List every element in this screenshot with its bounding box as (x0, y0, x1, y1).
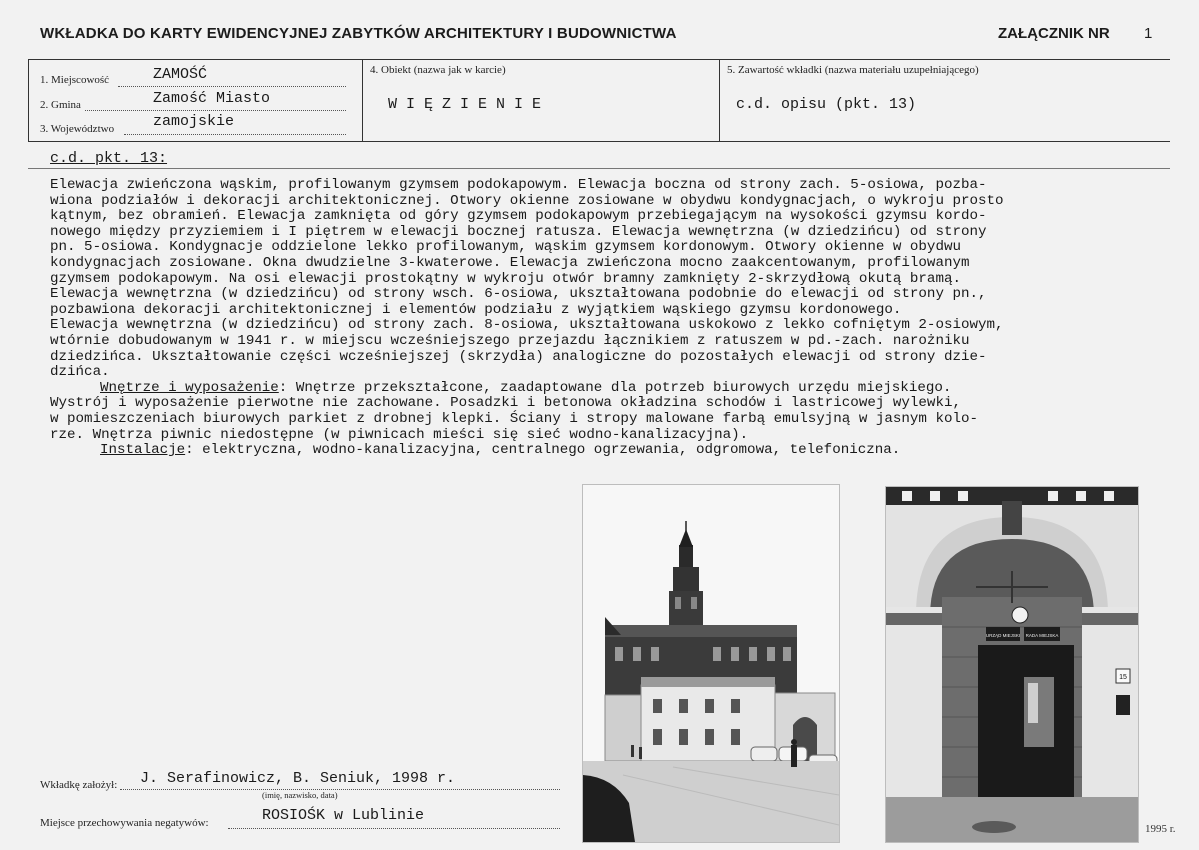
corner-year: 1995 r. (1145, 823, 1176, 835)
description-line: pn. 5-osiowa. Kondygnacje oddzielone lekko profilowanym, wąskim gzymsem kordonowym. Otwory okienne w obydwu (50, 239, 961, 256)
interior-line-text: : Wnętrze przekształcone, zaadaptowane dla potrzeb biurowych urzędu miejskiego. (278, 379, 952, 396)
interior-line: rze. Wnętrza piwnic niedostępne (w piwnicach mieści się sieć wodno-kanalizacyjna). (50, 426, 749, 443)
photo-entrance-gate (885, 486, 1139, 843)
description-line: kątnym, bez obramień. Elewacja zamknięta od góry gzymsem podokapowym przebiegającym na wysokości gzymsu kordo- (50, 208, 987, 225)
author-hint: (imię, nazwisko, data) (262, 790, 338, 800)
negatives-label: Miejsce przechowywania negatywów: (40, 817, 209, 829)
installations-heading: Instalacje (100, 442, 186, 459)
description-line: kondygnacjach zosiowane. Okna dwudzielne 3-kwaterowe. Elewacja zwieńczona mocno zaakcentowanym, profilowanym (50, 254, 970, 271)
sign-text-right: RADA MIEJSKA (1025, 633, 1059, 638)
author-dotted-line (120, 789, 560, 790)
annex-label: ZAŁĄCZNIK NR (998, 25, 1110, 42)
section-rule (28, 168, 1170, 169)
interior-line: Wystrój i wyposażenie pierwotne nie zachowane. Posadzki i betonowa okładzina schodów i lastricowej wylewki, (50, 395, 961, 412)
voivodeship-value: zamojskie (153, 113, 235, 130)
description-line: Elewacja wewnętrzna (w dziedzińcu) od strony zach. 8-osiowa, ukształtowana uskokowo z lekko cofniętym 2-osiowym, (50, 317, 1004, 334)
description-line: wtórnie dobudowanym w 1941 r. w miejscu wcześniejszego przejazdu łącznikiem z ratuszem w pd.-zach. narożniku (50, 332, 970, 349)
negatives-value: ROSIOŚK w Lublinie (262, 807, 425, 824)
commune-value: Zamość Miasto (153, 90, 271, 107)
description-body (50, 178, 1195, 459)
interior-heading: Wnętrze i wyposażenie (100, 379, 279, 396)
photo-town-hall (582, 484, 840, 843)
description-line: dzińca. (50, 364, 110, 381)
author-value: J. Serafinowicz, B. Seniuk, 1998 r. (140, 770, 456, 787)
commune-label: 2. Gmina (40, 99, 81, 111)
content-value: c.d. opisu (pkt. 13) (736, 96, 917, 113)
object-label: 4. Obiekt (nazwa jak w karcie) (370, 64, 506, 76)
annex-number: 1 (1144, 25, 1153, 42)
negatives-dotted-line (228, 828, 560, 829)
description-line: dziedzińca. Ukształtowanie części wcześniejszej (skrzydła) analogiczne do pozostałych elewacji od strony dzie- (50, 348, 987, 365)
commune-dotted-line (85, 110, 346, 111)
description-line: Elewacja wewnętrzna (w dziedzińcu) od strony wsch. 6-osiowa, ukształtowana podobnie do elewacji od strony pn., (50, 286, 987, 303)
description-line: Elewacja zwieńczona wąskim, profilowanym gzymsem podokapowym. Elewacja boczna od strony zach. 5-osiowa, pozba- (50, 177, 987, 193)
description-line: pozbawiona dekoracji architektonicznej i elementów podziału z wyjątkiem wąskiego gzymsu kordonowego. (50, 301, 902, 318)
side-number: 15 (1119, 674, 1127, 681)
interior-line: w pomieszczeniach biurowych parkiet z drobnej klepki. Ściany i stropy malowane farbą emulsyjną w jasnym kolo- (50, 410, 979, 427)
locality-label: 1. Miejscowość (40, 74, 110, 86)
header-top-rule (28, 59, 1170, 60)
description-line: gzymsem podokapowym. Na osi elewacji prostokątny w wykroju otwór bramny zamknięty 2-skrzydłową okutą bramą. (50, 270, 961, 287)
object-value: WIĘZIENIE (388, 96, 551, 113)
locality-dotted-line (118, 86, 346, 87)
card-title: WKŁADKA DO KARTY EWIDENCYJNEJ ZABYTKÓW ARCHITEKTURY I BUDOWNICTWA (40, 25, 677, 42)
fields-bottom-rule (28, 141, 1170, 142)
content-label: 5. Zawartość wkładki (nazwa materiału uzupełniającego) (727, 64, 979, 76)
author-label: Wkładkę założył: (40, 779, 118, 791)
field-box-left-edge (28, 59, 29, 141)
field-divider-2 (719, 59, 720, 141)
installations-text: : elektryczna, wodno-kanalizacyjna, centralnego ogrzewania, odgromowa, telefoniczna. (185, 442, 901, 459)
locality-value: ZAMOŚĆ (153, 66, 208, 83)
field-divider-1 (362, 59, 363, 141)
voivodeship-label: 3. Województwo (40, 123, 115, 135)
sign-text-left: URZĄD MIEJSKI (985, 633, 1021, 638)
town-hall-photo-image (583, 485, 839, 842)
interior-paragraph-line (50, 381, 1195, 397)
section-heading: c.d. pkt. 13: (50, 150, 168, 167)
installations-line (50, 443, 1195, 459)
voivodeship-dotted-line (124, 134, 346, 135)
description-line: wiona podziałów i dekoracji architektonicznej. Otwory okienne zosiowane w obydwu kondygnacjach, o wykroju prosto (50, 192, 1004, 209)
entrance-gate-photo-image (886, 487, 1138, 842)
description-line: nowego między przyziemiem i I piętrem w elewacji bocznej ratusza. Elewacja wewnętrzna (w dziedzińcu) od strony (50, 223, 987, 240)
